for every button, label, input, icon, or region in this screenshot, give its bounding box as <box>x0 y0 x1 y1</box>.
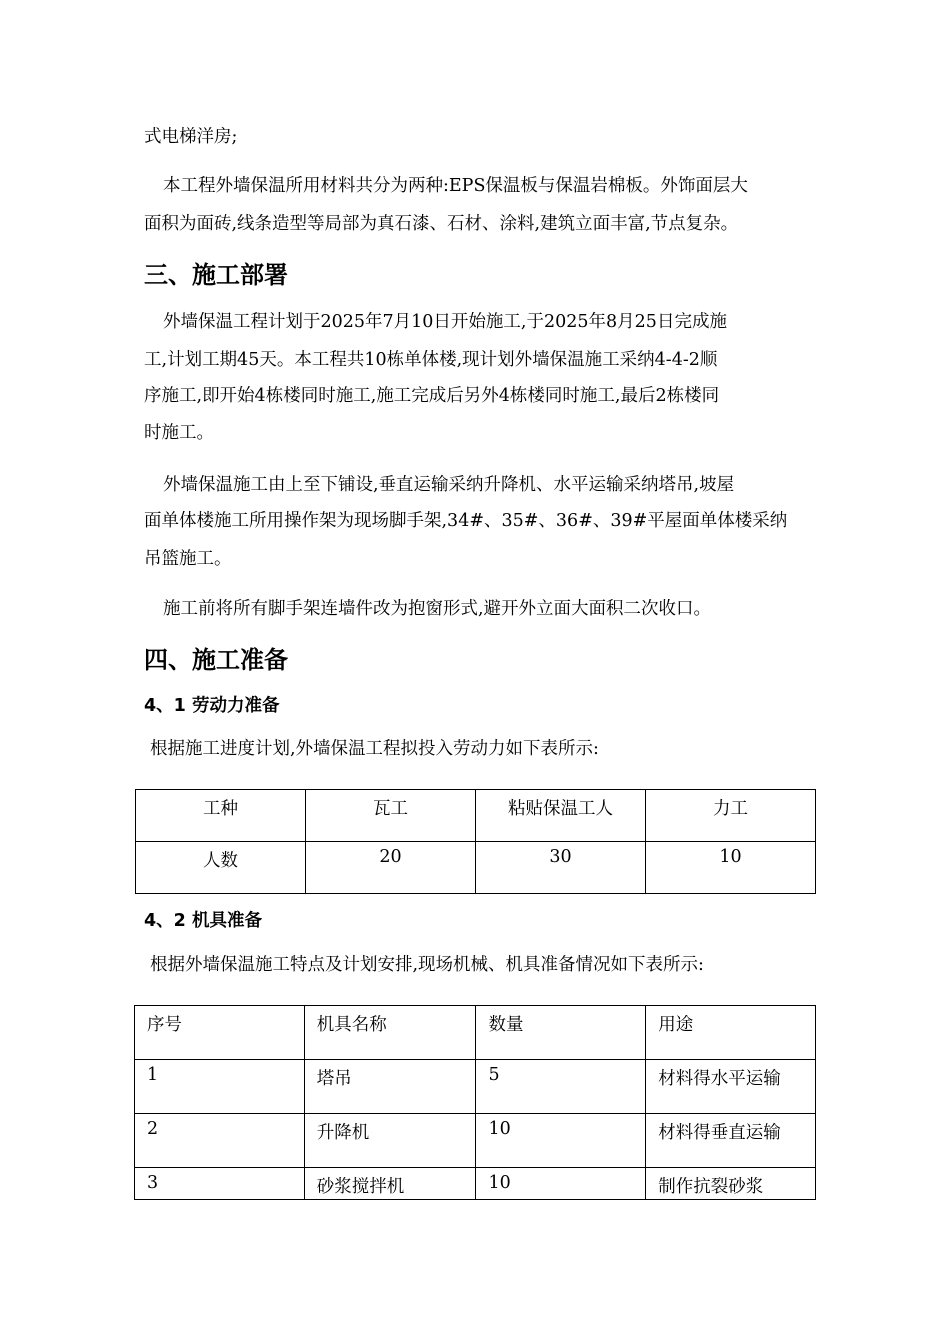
table-cell: 工种 <box>136 790 306 842</box>
table-cell: 20 <box>306 842 476 894</box>
table-cell: 1 <box>135 1060 305 1114</box>
table-cell: 塔吊 <box>304 1060 476 1114</box>
table-cell: 人数 <box>136 842 306 894</box>
paragraph-line: 吊篮施工。 <box>144 549 232 569</box>
paragraph-line: 面积为面砖,线条造型等局部为真石漆、石材、涂料,建筑立面丰富,节点复杂。 <box>144 214 739 234</box>
table-cell: 材料得水平运输 <box>646 1060 816 1114</box>
section-heading-4: 四、施工准备 <box>144 646 288 674</box>
table-cell: 材料得垂直运输 <box>646 1114 816 1168</box>
paragraph-line: 序施工,即开始4栋楼同时施工,施工完成后另外4栋楼同时施工,最后2栋楼同 <box>144 386 720 406</box>
table-cell: 制作抗裂砂浆 <box>646 1168 816 1200</box>
table-row <box>135 1114 816 1168</box>
paragraph-line: 时施工。 <box>144 423 214 443</box>
table-cell: 升降机 <box>304 1114 476 1168</box>
table-header-row <box>136 790 816 842</box>
table-cell: 5 <box>476 1060 646 1114</box>
table-row <box>136 842 816 894</box>
paragraph-line: 面单体楼施工所用操作架为现场脚手架,34#、35#、36#、39#平屋面单体楼采纳 <box>144 511 788 531</box>
paragraph-line: 根据施工进度计划,外墙保温工程拟投入劳动力如下表所示: <box>150 739 599 759</box>
paragraph-line: 工,计划工期45天。本工程共10栋单体楼,现计划外墙保温施工采纳4-4-2顺 <box>144 350 718 370</box>
table-cell: 序号 <box>135 1006 305 1060</box>
table-cell: 机具名称 <box>304 1006 476 1060</box>
table-row <box>135 1060 816 1114</box>
table-cell: 3 <box>135 1168 305 1200</box>
paragraph-line: 根据外墙保温施工特点及计划安排,现场机械、机具准备情况如下表所示: <box>150 955 704 975</box>
table-cell: 力工 <box>646 790 816 842</box>
paragraph-line: 本工程外墙保温所用材料共分为两种:EPS保温板与保温岩棉板。外饰面层大 <box>163 176 748 196</box>
table-cell: 10 <box>476 1114 646 1168</box>
paragraph-line: 式电梯洋房; <box>144 127 238 147</box>
table-cell: 用途 <box>646 1006 816 1060</box>
table-cell: 30 <box>476 842 646 894</box>
machine-table <box>134 1005 816 1200</box>
paragraph-line: 外墙保温工程计划于2025年7月10日开始施工,于2025年8月25日完成施 <box>163 312 727 332</box>
table-row <box>135 1168 816 1200</box>
table-cell: 数量 <box>476 1006 646 1060</box>
table-cell: 砂浆搅拌机 <box>304 1168 476 1200</box>
subsection-heading-4-1: 4、1 劳动力准备 <box>144 696 280 716</box>
paragraph-line: 施工前将所有脚手架连墙件改为抱窗形式,避开外立面大面积二次收口。 <box>163 599 712 619</box>
table-cell: 10 <box>476 1168 646 1200</box>
table-cell: 瓦工 <box>306 790 476 842</box>
section-heading-3: 三、施工部署 <box>144 261 288 289</box>
table-cell: 粘贴保温工人 <box>476 790 646 842</box>
subsection-heading-4-2: 4、2 机具准备 <box>144 911 262 931</box>
table-cell: 10 <box>646 842 816 894</box>
table-header-row <box>135 1006 816 1060</box>
labor-table <box>135 789 816 894</box>
paragraph-line: 外墙保温施工由上至下铺设,垂直运输采纳升降机、水平运输采纳塔吊,坡屋 <box>163 475 735 495</box>
table-cell: 2 <box>135 1114 305 1168</box>
